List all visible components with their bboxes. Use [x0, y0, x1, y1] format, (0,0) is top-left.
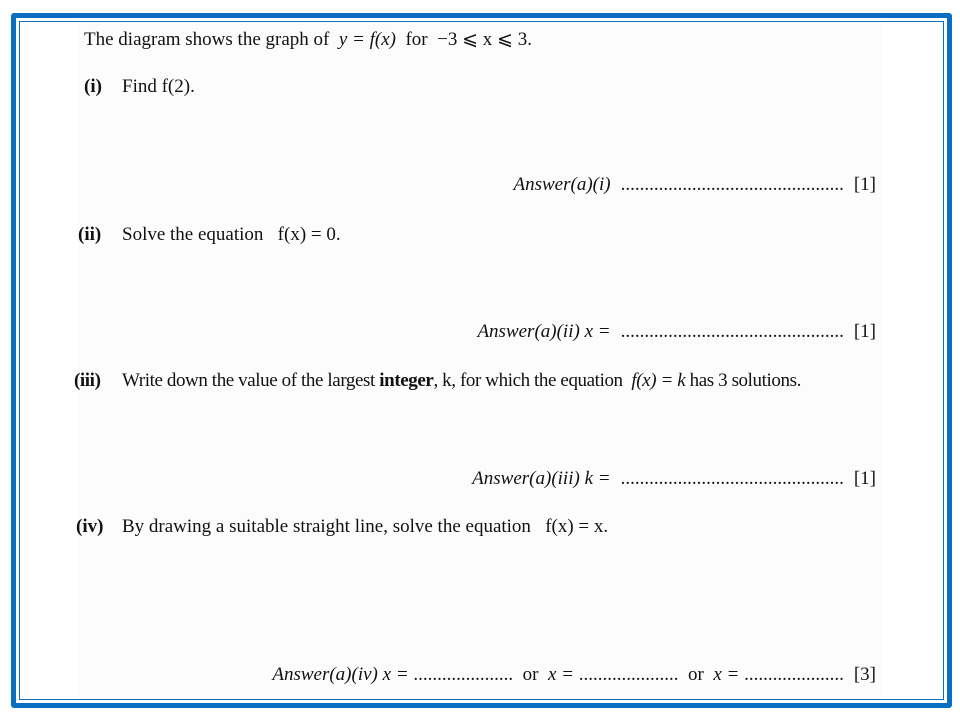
question-number: (i)	[84, 76, 102, 97]
intro-equation: y = f(x)	[338, 29, 396, 50]
question-iv	[76, 516, 608, 538]
intro-range: −3 ⩽ x ⩽ 3.	[437, 29, 532, 50]
question-equation: f(x) = k	[631, 370, 686, 391]
question-equation: f(x) = x.	[545, 516, 609, 537]
answer-variable-3: x =	[713, 664, 740, 685]
question-i	[84, 76, 195, 98]
answer-line-i[interactable]	[514, 174, 877, 196]
intro-for: for	[405, 29, 428, 50]
question-text: Find f(2).	[122, 76, 195, 97]
answer-variable: k =	[584, 468, 611, 489]
question-number: (ii)	[78, 224, 102, 245]
question-iii	[74, 370, 801, 392]
question-text-cont: , k, for which the equation	[433, 370, 623, 391]
question-text-end: has 3 solutions.	[689, 370, 801, 391]
answer-label: Answer(a)(iii)	[472, 468, 580, 489]
answer-dots-3[interactable]: .....................	[744, 664, 844, 685]
question-text: By drawing a suitable straight line, solve the equation	[122, 516, 531, 537]
answer-line-iv[interactable]	[272, 664, 876, 686]
answer-dots[interactable]: ...............................................	[620, 174, 844, 195]
answer-label: Answer(a)(i)	[513, 174, 611, 195]
question-equation: f(x) = 0.	[277, 224, 341, 245]
answer-label: Answer(a)(iv)	[272, 664, 378, 685]
answer-variable: x =	[382, 664, 409, 685]
intro-text: The diagram shows the graph of	[84, 29, 330, 50]
answer-label: Answer(a)(ii)	[477, 321, 580, 342]
marks: [3]	[853, 664, 876, 685]
answer-dots-2[interactable]: .....................	[578, 664, 679, 685]
or-text: or	[522, 664, 539, 685]
or-text-2: or	[688, 664, 704, 685]
question-text: Write down the value of the largest	[122, 370, 375, 391]
question-ii	[78, 224, 341, 246]
intro-line	[84, 28, 532, 51]
question-text: Solve the equation	[122, 224, 264, 245]
marks: [1]	[853, 321, 876, 342]
answer-variable: x =	[584, 321, 611, 342]
marks: [1]	[853, 468, 876, 489]
answer-dots-1[interactable]: .....................	[413, 664, 514, 685]
answer-dots[interactable]: ...............................................	[620, 321, 844, 342]
answer-dots[interactable]: ...............................................	[620, 468, 844, 489]
question-paper	[78, 22, 883, 699]
answer-line-ii[interactable]	[477, 321, 876, 343]
slide-inner-border	[19, 21, 944, 700]
slide-frame	[11, 13, 952, 708]
question-bold-word: integer	[379, 370, 434, 391]
marks: [1]	[853, 174, 876, 195]
question-number: (iv)	[76, 516, 104, 537]
question-number: (iii)	[74, 370, 101, 391]
answer-line-iii[interactable]	[472, 468, 876, 490]
answer-variable-2: x =	[547, 664, 574, 685]
